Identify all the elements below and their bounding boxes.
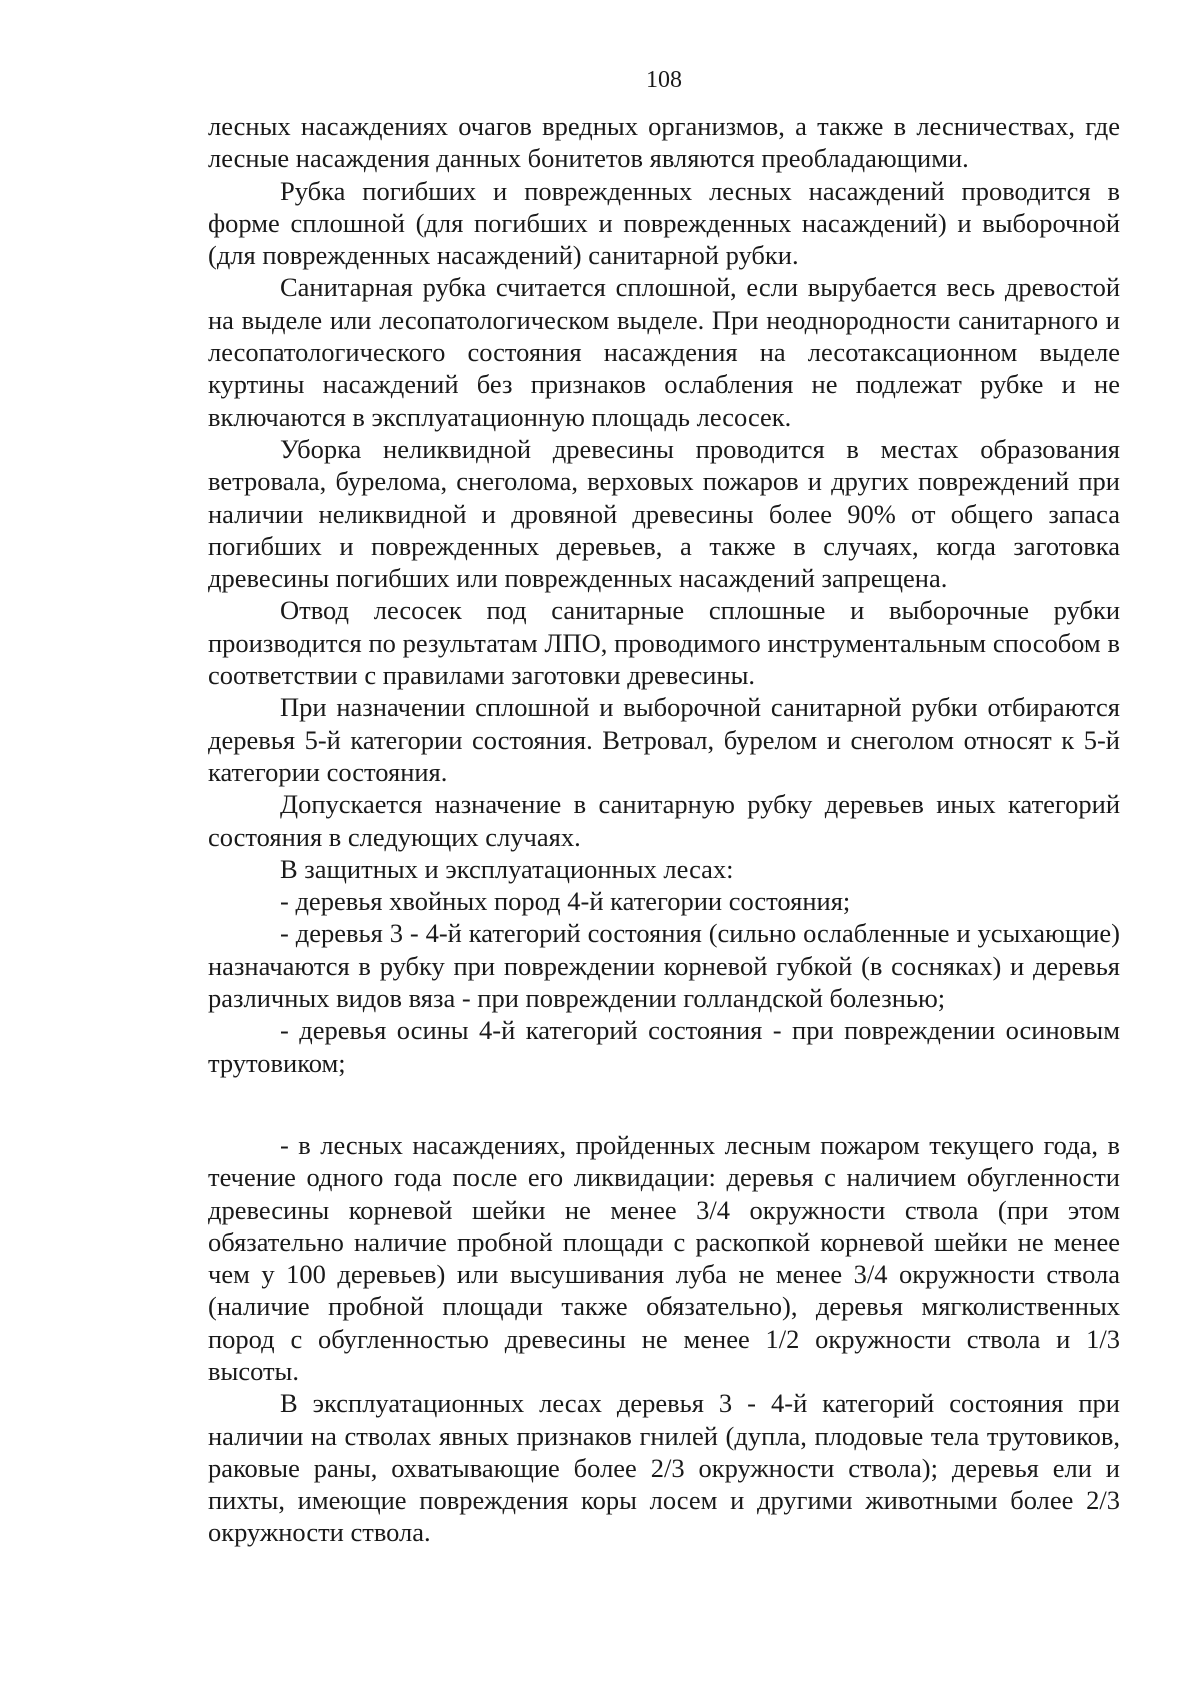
paragraph: Допускается назначение в санитарную рубку деревьев иных категорий состояния в следующих случаях.: [208, 789, 1120, 852]
paragraph: В защитных и эксплуатационных лесах:: [280, 853, 734, 884]
paragraph: Рубка погибших и поврежденных лесных насаждений проводится в форме сплошной (для погибших и поврежденных насаждений) и выборочной (для поврежденных насаждений) санитарной рубки.: [208, 175, 1120, 271]
paragraph: Уборка неликвидной древесины проводится в местах образования ветровала, бурелома, снеголома, верховых пожаров и других повреждений при наличии неликвидной и дровяной древесины более 90% от общего запаса погибших и поврежденных деревьев, а также в случаях, когда заготовка древесины погибших или поврежденных насаждений запрещена.: [208, 433, 1120, 594]
paragraph: При назначении сплошной и выборочной санитарной рубки отбираются деревья 5-й категории состояния. Ветровал, бурелом и снеголом относят к 5-й категории состояния.: [208, 692, 1120, 787]
list-item: - в лесных насаждениях, пройденных лесным пожаром текущего года, в течение одного года после его ликвидации: деревья с наличием обугленности древесины корневой шейки не менее 3/4 окружности ствола (при этом обязательно наличие пробной площади с раскопкой корневой шейки не менее чем у 100 деревьев) или высушивания луба не менее 3/4 окружности ствола (наличие пробной площади также обязательно), деревья мягколиственных пород с обугленностью древесины не менее 1/2 окружности ствола и 1/3 высоты.: [208, 1129, 1120, 1386]
list-item: - деревья хвойных пород 4-й категории состояния;: [280, 886, 851, 917]
blank-space: [208, 1079, 1120, 1129]
page-number: 108: [646, 67, 682, 93]
list-item: - деревья осины 4-й категорий состояния - при повреждении осиновым трутовиком;: [208, 1015, 1120, 1078]
paragraph: лесных насаждениях очагов вредных организмов, а также в лесничествах, где лесные насаждения данных бонитетов являются преобладающими.: [208, 111, 1120, 174]
paragraph: Санитарная рубка считается сплошной, если вырубается весь древостой на выделе или лесопатологическом выделе. При неоднородности санитарного и лесопатологического состояния насаждения на лесотаксационном выделе куртины насаждений без признаков ослабления не подлежат рубке и не включаются в эксплуатационную площадь лесосек.: [208, 272, 1120, 432]
list-item: - деревья 3 - 4-й категорий состояния (сильно ослабленные и усыхающие) назначаются в рубку при повреждении корневой губкой (в сосняках) и деревья различных видов вяза - при повреждении голландской болезнью;: [208, 918, 1120, 1014]
document-body: [208, 110, 1120, 1549]
paragraph: В эксплуатационных лесах деревья 3 - 4-й категорий состояния при наличии на стволах явных признаков гнилей (дупла, плодовые тела трутовиков, раковые раны, охватывающие более 2/3 окружности ствола); деревья ели и пихты, имеющие повреждения коры лосем и другими животными более 2/3 окружности ствола.: [208, 1388, 1120, 1548]
paragraph: Отвод лесосек под санитарные сплошные и выборочные рубки производится по результатам ЛПО, проводимого инструментальным способом в соответствии с правилами заготовки древесины.: [208, 595, 1120, 691]
